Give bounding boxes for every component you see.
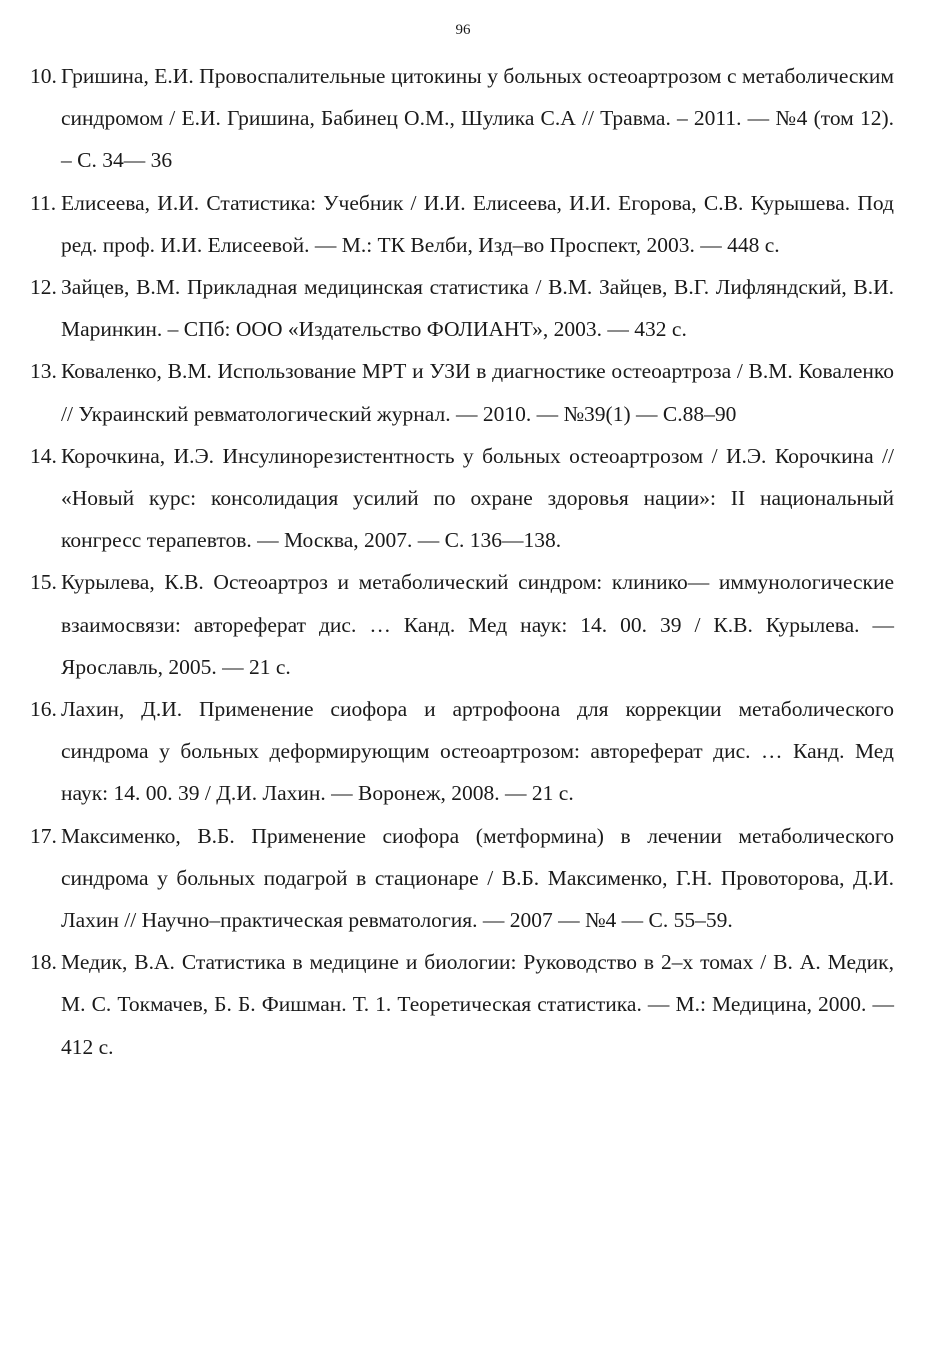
reference-list [30, 55, 894, 1068]
reference-item [30, 561, 894, 688]
page-number: 96 [455, 22, 471, 38]
reference-text: Максименко, В.Б. Применение сиофора (метформина) в лечении метаболического синдрома у больных подагрой в стационаре / В.Б. Максименко, Г.Н. Провоторова, Д.И. Лахин // Научно–практическая ревматология. — 2007 — №4 — С. 55–59. [61, 823, 894, 933]
reference-item [30, 266, 894, 350]
reference-number: 16. [30, 697, 57, 722]
reference-text: Коваленко, В.М. Использование МРТ и УЗИ в диагностике остеоартроза / В.М. Коваленко // Украинский ревматологический журнал. — 2010. — №39(1) — С.88–90 [61, 359, 894, 426]
reference-text: Елисеева, И.И. Статистика: Учебник / И.И. Елисеева, И.И. Егорова, С.В. Курышева. Под ред. проф. И.И. Елисеевой. — М.: ТК Велби, Изд–во Проспект, 2003. — 448 с. [61, 190, 894, 257]
reference-text: Зайцев, В.М. Прикладная медицинская статистика / В.М. Зайцев, В.Г. Лифляндский, В.И. Маринкин. – СПб: ООО «Издательство ФОЛИАНТ», 2003. — 432 с. [61, 275, 894, 342]
reference-number: 11. [30, 190, 57, 215]
reference-number: 18. [30, 950, 57, 975]
reference-text: Гришина, Е.И. Провоспалительные цитокины у больных остеоартрозом с метаболическим синдромом / Е.И. Гришина, Бабинец О.М., Шулика С.А // Травма. – 2011. — №4 (том 12). – С. 34— 36 [61, 64, 894, 173]
reference-item [30, 688, 894, 815]
reference-text: Лахин, Д.И. Применение сиофора и артрофоона для коррекции метаболического синдрома у больных деформирующим остеоартрозом: автореферат дис. … Канд. Мед наук: 14. 00. 39 / Д.И. Лахин. — Воронеж, 2008. — 21 с. [61, 697, 894, 806]
reference-text: Корочкина, И.Э. Инсулинорезистентность у больных остеоартрозом / И.Э. Корочкина // «Новый курс: консолидация усилий по охране здоровья нации»: II национальный конгресс терапевтов. — Москва, 2007. — С. 136—138. [61, 443, 894, 553]
reference-item [30, 182, 894, 266]
reference-number: 10. [30, 64, 57, 88]
reference-number: 12. [30, 275, 57, 300]
reference-item [30, 941, 894, 1068]
reference-item [30, 55, 894, 182]
reference-number: 17. [30, 823, 57, 848]
reference-text: Курылева, К.В. Остеоартроз и метаболический синдром: клинико— иммунологические взаимосвязи: автореферат дис. … Канд. Мед наук: 14. 00. 39 / К.В. Курылева. — Ярославль, 2005. — 21 с. [61, 570, 894, 679]
reference-text: Медик, В.А. Статистика в медицине и биологии: Руководство в 2–х томах / В. А. Медик, М. С. Токмачев, Б. Б. Фишман. Т. 1. Теоретическая статистика. — М.: Медицина, 2000. — 412 с. [61, 950, 894, 1059]
reference-number: 15. [30, 570, 57, 595]
reference-item [30, 815, 894, 942]
reference-number: 14. [30, 443, 57, 468]
reference-item [30, 350, 894, 434]
reference-number: 13. [30, 359, 57, 384]
reference-item [30, 435, 894, 562]
